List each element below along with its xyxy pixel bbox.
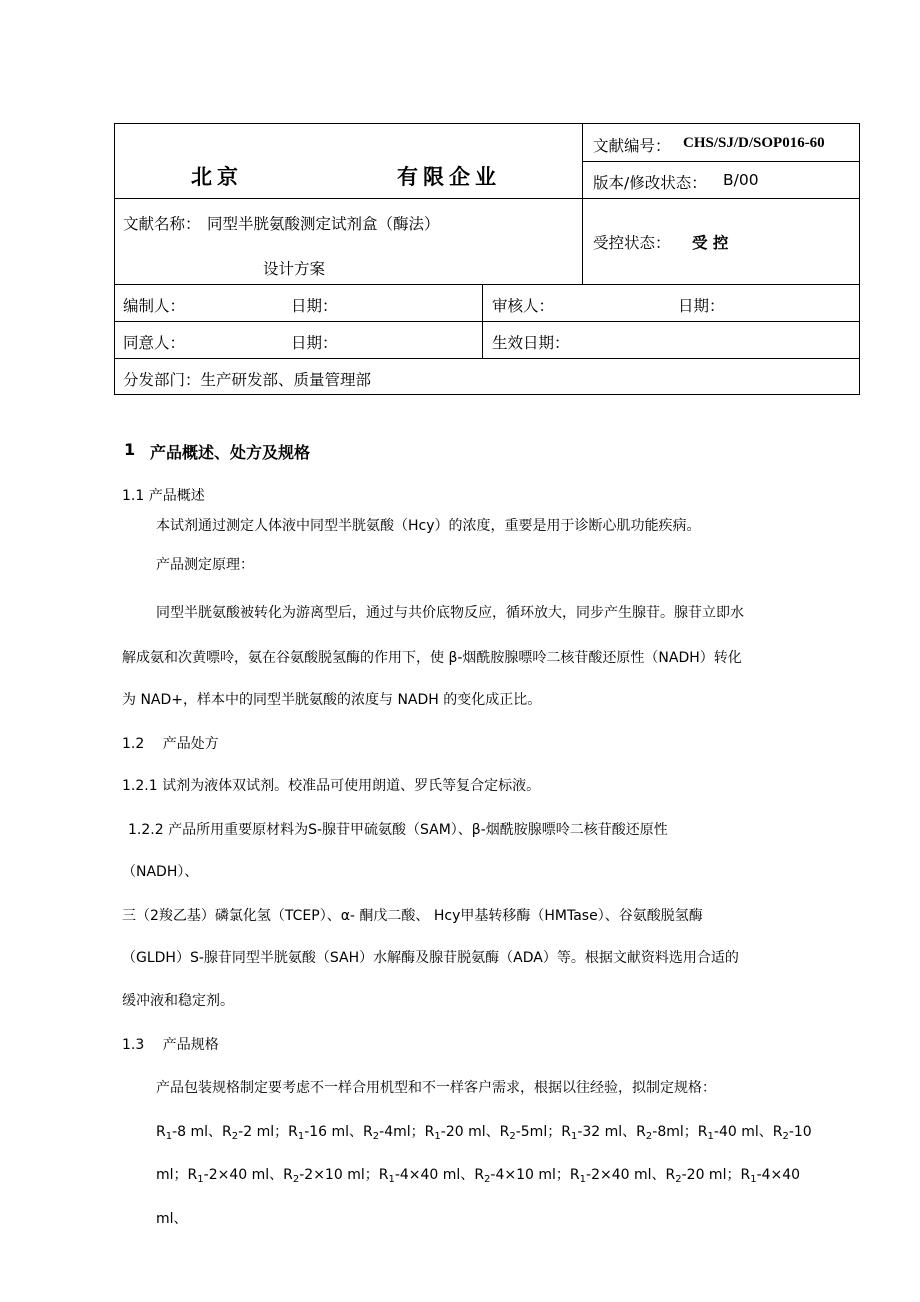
spec-intro: 产品包装规格制定要考虑不一样合用机型和不一样客户需求，根据以往经验，拟制定规格： [156,1080,716,1096]
spec-list-line-2 [156,1164,800,1185]
spec-reagent-index: 2 [509,1131,516,1142]
overview-paragraph: 本试剂通过测定人体液中同型半胱氨酸（Hcy）的浓度，重要是用于诊断心肌功能疾病。 [156,518,701,534]
section-1-2-1: 1.2.1 试剂为液体双试剂。校准品可使用朗道、罗氏等复合定标液。 [122,778,541,794]
spec-list-line-1 [156,1121,812,1142]
spec-reagent-index: 2 [645,1131,653,1142]
section-1-2-2-line-4: （GLDH）S-腺苷同型半胱氨酸（SAH）水解酶及腺苷脱氨酶（ADA）等。根据文献资料选用合适的 [122,950,739,966]
spec-reagent: R [283,1167,293,1183]
spec-volume: -8ml； [652,1124,698,1140]
doc-name-line2: 设计方案 [263,260,326,278]
principle-line-2: 解成氨和次黄嘌呤，氨在谷氨酸脱氢酶的作用下，使 β-烟酰胺腺嘌呤二核苷酸还原性（NADH）转化 [122,650,742,666]
spec-reagent: R [378,1167,389,1183]
spec-item [561,1124,698,1140]
spec-volume: -40 ml、 [713,1124,773,1140]
spec-reagent-index: 1 [579,1174,587,1185]
spec-reagent: R [363,1124,373,1140]
spec-item [425,1124,562,1140]
editor-label: 编制人： [123,297,186,315]
spec-reagent: ml；R [156,1167,198,1183]
spec-volume: -10 [788,1124,812,1140]
company-name-prefix: 北京 [191,165,243,189]
spec-reagent: R [636,1124,646,1140]
spec-volume: -4×40 ml、 [394,1167,475,1183]
spec-volume: -2×10 ml； [299,1167,379,1183]
section-1-3-heading: 1.3 产品规格 [122,1037,219,1053]
spec-item [156,1124,288,1140]
spec-reagent-index: 2 [292,1174,300,1185]
spec-reagent-index: 1 [165,1131,173,1142]
principle-heading: 产品测定原理： [156,557,254,573]
spec-reagent-index: 1 [570,1131,578,1142]
spec-reagent: R [288,1124,298,1140]
approver-date-label: 日期： [291,334,338,352]
spec-reagent-index: 2 [231,1131,239,1142]
spec-reagent: R [665,1167,676,1183]
doc-name-value: 同型半胱氨酸测定试剂盒（酶法） [207,215,440,233]
spec-reagent-index: 1 [388,1174,395,1185]
spec-volume: -20 ml、 [440,1124,500,1140]
reviewer-date-label: 日期： [678,297,725,315]
section-1-2-2-line-3: 三（2羧乙基）磷氯化氢（TCEP）、α- 酮戊二酸、 Hcy甲基转移酶（HMTase）、谷氨酸脱氢酶 [122,908,703,924]
spec-item [156,1167,379,1183]
control-status-value: 受 控 [692,234,729,252]
section-1-title: 产品概述、处方及规格 [150,443,311,462]
spec-reagent-index: 1 [434,1131,441,1142]
spec-reagent-index: 1 [707,1131,714,1142]
reviewer-label: 审核人： [492,297,555,315]
section-1-2-heading: 1.2 产品处方 [122,736,219,752]
spec-reagent: R [569,1167,580,1183]
spec-volume: -4×10 ml； [490,1167,570,1183]
document-header-table [114,123,860,395]
principle-line-1: 同型半胱氨酸被转化为游离型后，通过与共价底物反应，循环放大，同步产生腺苷。腺苷立即水 [156,605,744,621]
spec-reagent-index: 1 [297,1131,305,1142]
company-name-suffix: 有限企业 [397,165,501,189]
control-status-label: 受控状态： [593,234,671,252]
spec-reagent-index: 2 [372,1131,380,1142]
spec-reagent-index: 1 [197,1174,204,1185]
approver-label: 同意人： [123,334,186,352]
spec-reagent-index: 1 [750,1174,757,1185]
spec-item [698,1124,812,1140]
spec-reagent: R [499,1124,510,1140]
spec-reagent: R [474,1167,485,1183]
section-1-2-2-line-1: 1.2.2 产品所用重要原材料为S-腺苷甲硫氨酸（SAM）、β-烟酰胺腺嘌呤二核苷酸还原性 [128,822,668,838]
spec-reagent: R [156,1124,166,1140]
section-1-2-2-line-2: （NADH）、 [122,864,199,880]
spec-reagent: R [697,1124,708,1140]
spec-volume: -2 ml； [238,1124,289,1140]
section-1-2-2-line-5: 缓冲液和稳定剂。 [122,993,234,1009]
spec-volume: -4×40 [756,1167,801,1183]
spec-volume: -5ml； [515,1124,562,1140]
effective-date-label: 生效日期： [492,334,570,352]
spec-reagent: R [424,1124,435,1140]
doc-number-value: CHS/SJ/D/SOP016-60 [683,135,825,151]
spec-item [379,1167,570,1183]
section-1-number: 1 [124,440,136,459]
spec-item [288,1124,425,1140]
spec-item [740,1167,800,1183]
doc-name-label: 文献名称： [123,215,201,233]
spec-reagent-index: 2 [675,1174,682,1185]
spec-list-line-3: ml、 [156,1211,188,1227]
spec-reagent-index: 2 [484,1174,491,1185]
spec-reagent: R [561,1124,571,1140]
spec-volume: -8 ml、 [172,1124,223,1140]
spec-reagent: R [222,1124,232,1140]
version-value: B/00 [723,171,759,189]
spec-reagent: R [740,1167,751,1183]
spec-volume: -4ml； [379,1124,425,1140]
distribution-departments: 分发部门：生产研发部、质量管理部 [123,371,372,389]
principle-line-3: 为 NAD+，样本中的同型半胱氨酸的浓度与 NADH 的变化成正比。 [122,692,542,708]
spec-volume: -32 ml、 [577,1124,637,1140]
spec-item [570,1167,741,1183]
spec-volume: -2×40 ml、 [586,1167,666,1183]
spec-reagent-index: 2 [782,1131,789,1142]
doc-number-label: 文献编号： [593,137,671,155]
spec-volume: -16 ml、 [304,1124,364,1140]
spec-volume: -2×40 ml、 [203,1167,284,1183]
version-label: 版本/修改状态： [593,174,707,192]
section-1-1-heading: 1.1 产品概述 [122,488,205,504]
spec-volume: -20 ml； [681,1167,741,1183]
spec-reagent: R [772,1124,783,1140]
editor-date-label: 日期： [291,297,338,315]
